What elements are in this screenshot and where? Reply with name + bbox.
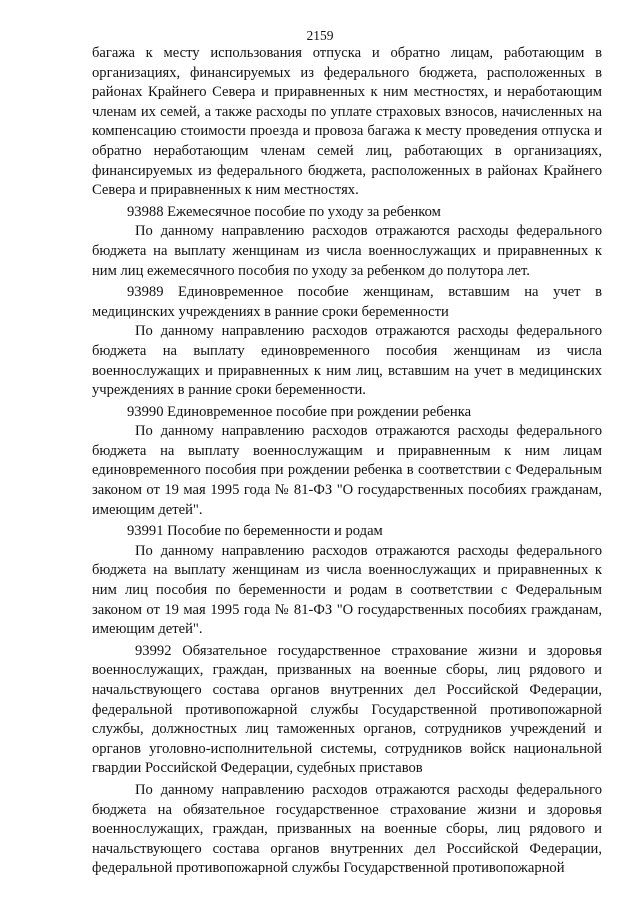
section-heading-93991: 93991 Пособие по беременности и родам bbox=[127, 523, 383, 540]
section-body-93992: По данному направлению расходов отражаются расходы федерального бюджета на обязательное государственное страхование жизни и здоровья военнослужащих, граждан, призванных на военные сборы, лиц рядового и начальствующего состава органов внутренних дел Российской Федерации, федеральной противопожарной службы Государственной противопожарной bbox=[92, 781, 602, 877]
paragraph-continuation: багажа к месту использования отпуска и обратно лицам, работающим в организациях, финансируемых из федерального бюджета, расположенных в районах Крайнего Севера и приравненных к ним местностях, и неработающим членам их семей, а также расходы по уплате страховых взносов, начисленных на компенсацию стоимости проезда и провоза багажа к месту проведения отпуска и обратно неработающим членам семей лиц, работающих в организациях, финансируемых из федерального бюджета, расположенных в районах Крайнего Севера и приравненных к ним местностях. bbox=[92, 45, 602, 199]
section-body-93991: По данному направлению расходов отражаются расходы федерального бюджета на выплату женщинам из числа военнослужащих и приравненных к ним лиц пособия по беременности и родам в соответствии с Федеральным законом от 19 мая 1995 года № 81-ФЗ "О государственных пособиях гражданам, имеющим детей". bbox=[92, 542, 602, 638]
page-number: 2159 bbox=[306, 28, 334, 43]
section-heading-93990: 93990 Единовременное пособие при рождении ребенка bbox=[127, 403, 472, 420]
section-body-93989: По данному направлению расходов отражаются расходы федерального бюджета на выплату единовременного пособия женщинам из числа военнослужащих и приравненных к ним лиц, вставшим на учет в медицинских учреждениях в ранние сроки беременности. bbox=[92, 323, 602, 399]
section-body-93990: По данному направлению расходов отражаются расходы федерального бюджета на выплату военнослужащим и приравненным к ним лицам единовременного пособия при рождении ребенка в соответствии с Федеральным законом от 19 мая 1995 года № 81-ФЗ "О государственных пособиях гражданам, имеющим детей". bbox=[92, 423, 602, 518]
section-body-93988: По данному направлению расходов отражаются расходы федерального бюджета на выплату женщинам из числа военнослужащих и приравненных к ним лиц ежемесячного пособия по уходу за ребенком до полутора лет. bbox=[92, 223, 602, 279]
section-heading-93992: 93992 Обязательное государственное страхование жизни и здоровья военнослужащих, граждан, призванных на военные сборы, лиц рядового и начальствующего состава органов внутренних дел Российской Федерации, федеральной противопожарной службы Государственной противопожарной службы, должностных лиц таможенных органов, сотрудников учреждений и органов уголовно-исполнительной системы, сотрудников войск национальной гвардии Российской Федерации, судебных приставов bbox=[92, 642, 602, 777]
section-heading-93988: 93988 Ежемесячное пособие по уходу за ребенком bbox=[127, 203, 441, 220]
section-heading-93989: 93989 Единовременное пособие женщинам, вставшим на учет в медицинских учреждениях в ранние сроки беременности bbox=[92, 284, 602, 320]
